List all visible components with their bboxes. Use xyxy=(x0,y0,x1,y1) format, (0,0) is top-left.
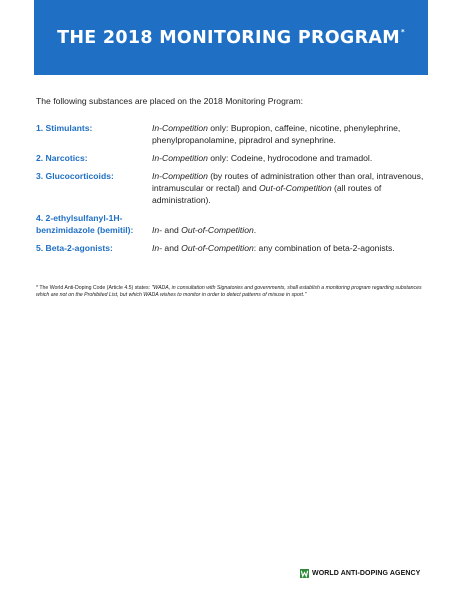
list-item xyxy=(36,152,426,164)
item-label: 1. Stimulants: xyxy=(36,123,93,133)
item-label: 5. Beta-2-agonists: xyxy=(36,243,113,253)
page-title xyxy=(57,28,405,48)
page-title-text: THE 2018 MONITORING PROGRAM xyxy=(57,27,400,48)
list-item xyxy=(36,242,426,254)
title-footnote-mark: * xyxy=(400,27,405,36)
item-description: In- and Out-of-Competition. xyxy=(152,225,257,235)
item-label: 2. Narcotics: xyxy=(36,153,88,163)
item-description: In-Competition (by routes of administration other than oral, intravenous, intramuscular or rectal) and Out-of-Competition (all routes of administration). xyxy=(152,171,424,205)
title-banner xyxy=(34,0,428,75)
footnote: * The World Anti-Doping Code (Article 4.5) states: "WADA, in consultation with Signatories and governments, shall establish a monitoring program regarding substances which are not on the Prohibited List, but which WADA wishes to monitor in order to detect patterns of misuse in sport." xyxy=(36,285,422,298)
item-label: 4. 2-ethylsulfanyl-1H- benzimidazole (bemitil): xyxy=(36,213,134,235)
item-description: In-Competition only: Codeine, hydrocodone and tramadol. xyxy=(152,153,373,163)
item-label: 3. Glucocorticoids: xyxy=(36,171,114,181)
substance-list xyxy=(36,122,426,254)
list-item xyxy=(36,122,426,146)
list-item xyxy=(36,212,426,236)
wada-logo-icon xyxy=(300,569,309,578)
list-item xyxy=(36,170,426,206)
item-description: In-Competition only: Bupropion, caffeine, nicotine, phenylephrine, phenylpropanolamine, pipradrol and synephrine. xyxy=(152,123,401,145)
wada-logo xyxy=(300,569,420,578)
org-name: WORLD ANTI-DOPING AGENCY xyxy=(312,570,421,577)
item-description: In- and Out-of-Competition: any combination of beta-2-agonists. xyxy=(152,243,395,253)
intro-text: The following substances are placed on the 2018 Monitoring Program: xyxy=(36,96,304,106)
